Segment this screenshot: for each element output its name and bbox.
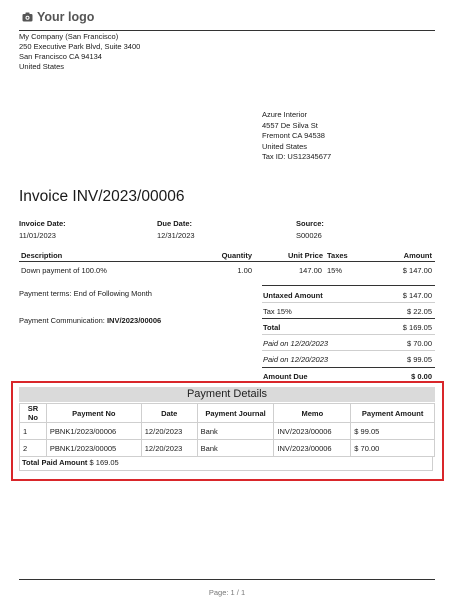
payment-date: 12/20/2023 bbox=[141, 423, 197, 440]
payment-header-row bbox=[20, 404, 435, 423]
payment-col-date: Date bbox=[141, 404, 197, 423]
total-value: $ 169.05 bbox=[402, 323, 432, 332]
payment-col-amount: Payment Amount bbox=[351, 404, 435, 423]
page-number: Page: 1 / 1 bbox=[208, 588, 246, 597]
totals-divider-3 bbox=[262, 334, 435, 335]
total-paid-amount bbox=[19, 456, 433, 471]
payment-sr-no: 2 bbox=[20, 440, 47, 457]
invoice-date-label: Invoice Date: bbox=[19, 219, 66, 228]
col-unit-price: Unit Price bbox=[288, 251, 324, 260]
paid-1-value: $ 70.00 bbox=[406, 339, 432, 348]
totals-top-divider bbox=[262, 285, 435, 286]
customer-tax-id: Tax ID: US12345677 bbox=[262, 152, 332, 161]
total-paid-label: Total Paid Amount bbox=[22, 458, 88, 467]
payment-communication-label: Payment Communication: bbox=[19, 316, 107, 325]
camera-icon bbox=[22, 12, 33, 22]
payment-sr-no: 1 bbox=[20, 423, 47, 440]
untaxed-value: $ 147.00 bbox=[402, 291, 432, 300]
table-row bbox=[20, 423, 435, 440]
payment-col-memo: Memo bbox=[274, 404, 351, 423]
amount-due-label: Amount Due bbox=[263, 372, 308, 381]
company-logo bbox=[22, 10, 94, 24]
total-paid-value: $ 169.05 bbox=[89, 458, 119, 467]
company-country: United States bbox=[19, 62, 65, 71]
lines-header-divider bbox=[19, 261, 435, 262]
source-label: Source: bbox=[296, 219, 324, 228]
total-label: Total bbox=[263, 323, 281, 332]
line-description: Down payment of 100.0% bbox=[21, 266, 107, 275]
company-address bbox=[19, 32, 140, 72]
payment-journal: Bank bbox=[197, 423, 274, 440]
invoice-title: Invoice INV/2023/00006 bbox=[19, 188, 185, 205]
payment-details-table bbox=[19, 403, 435, 457]
line-quantity: 1.00 bbox=[237, 266, 252, 275]
payment-number: PBNK1/2023/00006 bbox=[46, 423, 141, 440]
payment-details-title: Payment Details bbox=[19, 387, 435, 402]
col-description: Description bbox=[21, 251, 63, 260]
amount-due-value: $ 0.00 bbox=[411, 372, 432, 381]
payment-amount: $ 70.00 bbox=[351, 440, 435, 457]
paid-2-value: $ 99.05 bbox=[406, 355, 432, 364]
untaxed-label: Untaxed Amount bbox=[263, 291, 323, 300]
line-taxes: 15% bbox=[327, 266, 343, 275]
customer-country: United States bbox=[262, 141, 308, 151]
footer-divider bbox=[19, 579, 435, 580]
customer-name: Azure Interior bbox=[262, 110, 308, 119]
payment-memo: INV/2023/00006 bbox=[274, 440, 351, 457]
payment-journal: Bank bbox=[197, 440, 274, 457]
header-divider bbox=[19, 30, 435, 31]
customer-city: Fremont CA 94538 bbox=[262, 131, 325, 140]
due-date-label: Due Date: bbox=[157, 219, 193, 228]
col-amount: Amount bbox=[403, 251, 432, 260]
due-date-value: 12/31/2023 bbox=[157, 231, 195, 240]
payment-amount: $ 99.05 bbox=[351, 423, 435, 440]
payment-col-payment-no: Payment No bbox=[46, 404, 141, 423]
payment-communication bbox=[19, 316, 161, 325]
totals-divider-2 bbox=[262, 318, 435, 319]
invoice-date-value: 11/01/2023 bbox=[19, 231, 56, 240]
col-taxes: Taxes bbox=[327, 251, 348, 260]
payment-date: 12/20/2023 bbox=[141, 440, 197, 457]
logo-text: Your logo bbox=[37, 10, 95, 24]
company-street: 250 Executive Park Blvd, Suite 3400 bbox=[19, 42, 141, 51]
customer-street: 4557 De Silva St bbox=[262, 120, 318, 130]
payment-communication-value: INV/2023/00006 bbox=[106, 316, 162, 325]
line-amount: $ 147.00 bbox=[402, 266, 432, 275]
payment-terms: Payment terms: End of Following Month bbox=[19, 289, 152, 298]
source-value: S00026 bbox=[296, 231, 322, 240]
payment-number: PBNK1/2023/00005 bbox=[46, 440, 141, 457]
customer-address bbox=[262, 110, 331, 163]
tax-value: $ 22.05 bbox=[406, 307, 432, 316]
totals-divider-4 bbox=[262, 350, 435, 351]
payment-col-sr-no: SR No bbox=[20, 404, 47, 423]
payment-col-journal: Payment Journal bbox=[197, 404, 274, 423]
table-row bbox=[20, 440, 435, 457]
company-name: My Company (San Francisco) bbox=[19, 32, 119, 41]
col-quantity: Quantity bbox=[221, 251, 252, 260]
payment-memo: INV/2023/00006 bbox=[274, 423, 351, 440]
company-city: San Francisco CA 94134 bbox=[19, 52, 102, 61]
paid-2-label: Paid on 12/20/2023 bbox=[263, 355, 329, 364]
totals-divider-1 bbox=[262, 302, 435, 303]
tax-label: Tax 15% bbox=[263, 307, 292, 316]
line-unit-price: 147.00 bbox=[299, 266, 322, 275]
totals-divider-5 bbox=[262, 367, 435, 368]
paid-1-label: Paid on 12/20/2023 bbox=[263, 339, 329, 348]
